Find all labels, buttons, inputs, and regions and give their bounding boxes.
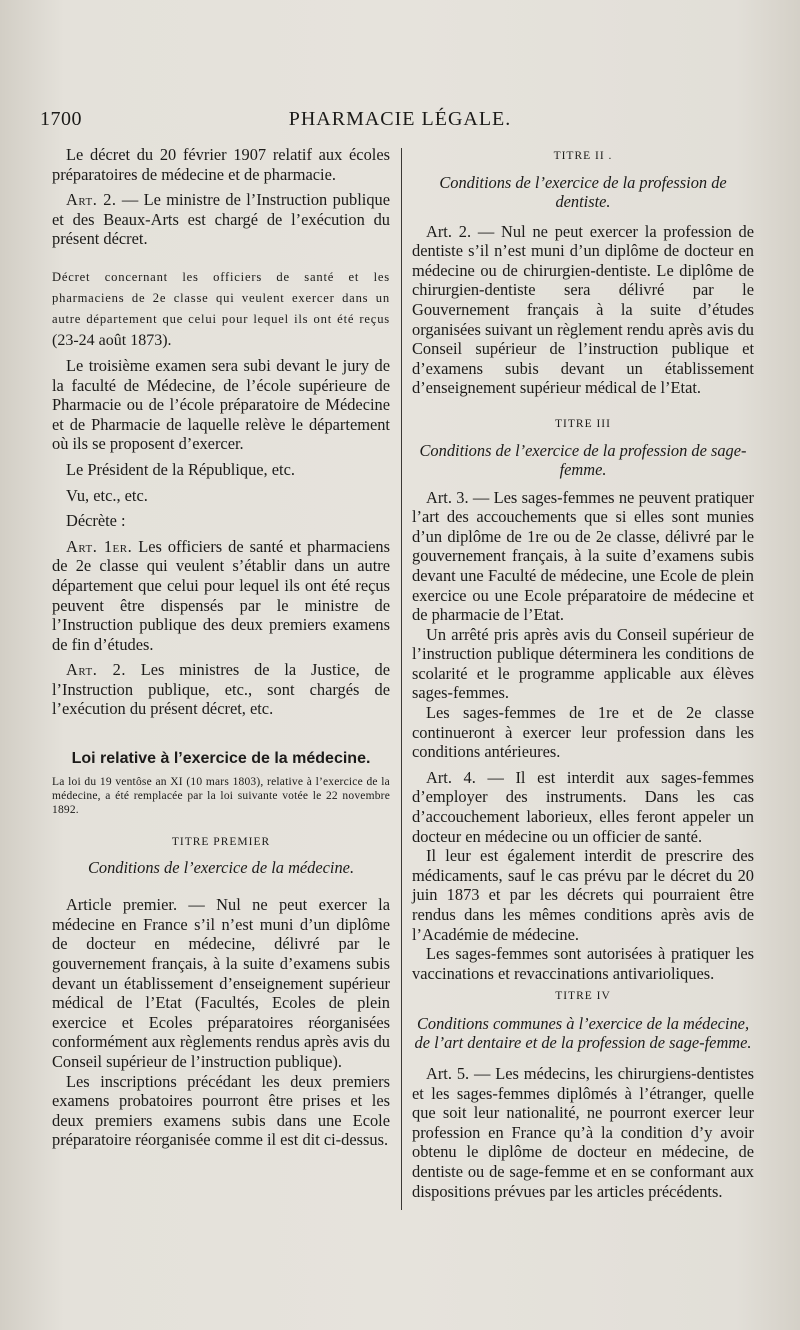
law-note: La loi du 19 ventôse an XI (10 mars 1803), relative à l’exercice de la médecine, a été remplacée par la loi suivante votée le 22 novembre 1892. <box>52 775 390 816</box>
dentist-article-paragraph: Art. 2. — Nul ne peut exercer la profession de dentiste s’il n’est muni d’un diplôme de docteur en médecine ou de chirurgien-dentiste. Le diplôme de chirurgien-dentiste sera délivré par le Gouvernement français à la suite d’études organisées suivant un règlement rendu après avis du Conseil supérieur de l’instruction publique et d’examens subis devant un établissement d’enseignement supérieur médical de l’Etat. <box>412 221 754 398</box>
titre-iii-subheading: Conditions de l’exercice de la profession de sage-femme. <box>419 440 747 479</box>
law-title: Loi relative à l’exercice de la médecine. <box>71 750 371 768</box>
titre-iv-subheading: Conditions communes à l’exercice de la médecine, de l’art dentaire et de la profession de sage-femme. <box>414 1013 752 1052</box>
article-2-paragraph <box>52 190 390 249</box>
page-number: 1700 <box>40 108 82 130</box>
page-header <box>40 108 760 138</box>
prescription-paragraph: Il leur est également interdit de prescrire des médicaments, sauf le cas prévu par le décret du 20 juin 1873 et par les décrets qui pourraient être rendus dans les mêmes conditions après avis de l’Académie de médecine. <box>412 846 754 944</box>
article-text: Les officiers de santé et pharmaciens de 2e classe qui veulent s’établir dans un autre département que celui pour lequel ils ont été reçus peuvent être dispensés par le ministre de l’Instruction publique des deux premiers examens de fin d’études. <box>52 536 390 654</box>
column-divider <box>401 148 402 1210</box>
vaccination-paragraph: Les sages-femmes sont autorisées à pratiquer les vaccinations et revaccinations antivarioliques. <box>412 944 754 983</box>
decree-date: (23-24 août 1873). <box>52 331 172 349</box>
left-column <box>52 145 390 1150</box>
right-column <box>412 145 754 1201</box>
article-premier-paragraph: Article premier. — Nul ne peut exercer la médecine en France s’il n’est muni d’un diplôme de docteur en médecine, délivré par le gouvernement français, à la suite d’examens subis devant un établissement d’enseignement supérieur médical de l’Etat (Facultés, Ecoles de plein exercice et Ecoles préparatoires réorganisées conformément aux règlements rendus après avis du Conseil supérieur de l’instruction publique). <box>52 895 390 1071</box>
running-title: PHARMACIE LÉGALE. <box>288 108 512 130</box>
titre-ii-subheading: Conditions de l’exercice de la profession de dentiste. <box>439 172 727 211</box>
article-2b-paragraph <box>52 660 390 719</box>
sages-femmes-paragraph: Les sages-femmes de 1re et de 2e classe continueront à exercer leur profession dans les conditions antérieures. <box>412 703 754 762</box>
titre-premier-heading: TITRE PREMIER <box>171 835 271 848</box>
article-4-paragraph: Art. 4. — Il est interdit aux sages-femmes d’employer des instruments. Dans les cas d’accouchement laborieux, elles feront appeler un docteur en médecine ou un officier de santé. <box>412 767 754 846</box>
exam-paragraph: Le troisième examen sera subi devant le jury de la faculté de Médecine, de l’école supérieure de Pharmacie ou de l’école préparatoire de Médecine et de Pharmacie de laquelle relève le département où ils se proposent d’exercer. <box>52 355 390 454</box>
article-label: Art. 2. <box>66 660 126 680</box>
arrete-paragraph: Un arrêté pris après avis du Conseil supérieur de l’instruction publique déterminera les conditions de scolarité et le programme applicable aux élèves sages-femmes. <box>412 624 754 703</box>
article-label: Art. 1er. <box>66 536 133 556</box>
article-label: Art. 2. <box>66 190 117 210</box>
titre-iii-heading: TITRE III <box>555 417 611 430</box>
article-5-paragraph: Art. 5. — Les médecins, les chirurgiens-dentistes et les sages-femmes diplômés à l’étranger, quelle que soit leur nationalité, ne pourront exercer leur profession en France qu’à la condition d’y avoir obtenu le diplôme de docteur en médecine, de dentiste ou de sage-femme et en se conformant aux dispositions prévues par les articles précédents. <box>412 1063 754 1201</box>
titre-ii-heading: TITRE II . <box>553 150 613 162</box>
decree-heading-text: Décret concernant les officiers de santé et les pharmaciens de 2e classe qui veulent exercer dans un autre département que celui pour lequel ils ont été reçus <box>52 269 390 326</box>
titre-premier-subheading: Conditions de l’exercice de la médecine. <box>87 858 355 878</box>
vu-line: Vu, etc., etc. <box>66 485 148 505</box>
decree-reference-paragraph: Le décret du 20 février 1907 relatif aux écoles préparatoires de médecine et de pharmacie. <box>52 145 390 184</box>
article-3-paragraph: Art. 3. — Les sages-femmes ne peuvent pratiquer l’art des accouchements que si elles sont munies d’un diplôme de 1re ou de 2e classe, délivré par le gouvernement français, à la suite d’examens subis devant une Faculté de médecine, une Ecole de plein exercice ou une Ecole préparatoire de médecine et de pharmacie de l’Etat. <box>412 487 754 625</box>
decree-heading <box>52 267 390 352</box>
inscriptions-paragraph: Les inscriptions précédant les deux premiers examens probatoires pourront être prises et les deux premiers examens subis dans une Ecole préparatoire réorganisée comme il est dit ci-dessus. <box>52 1071 390 1150</box>
article-text: Les ministres de la Justice, de l’Instruction publique, etc., sont chargés de l’exécution du présent décret, etc. <box>52 660 390 719</box>
titre-iv-heading: TITRE IV <box>555 990 611 1003</box>
president-line: Le Président de la République, etc. <box>66 459 295 479</box>
decrete-line: Décrète : <box>66 511 126 531</box>
article-1-paragraph <box>52 537 390 655</box>
article-text: — Le ministre de l’Instruction publique et des Beaux-Arts est chargé de l’exécution du présent décret. <box>52 190 390 249</box>
